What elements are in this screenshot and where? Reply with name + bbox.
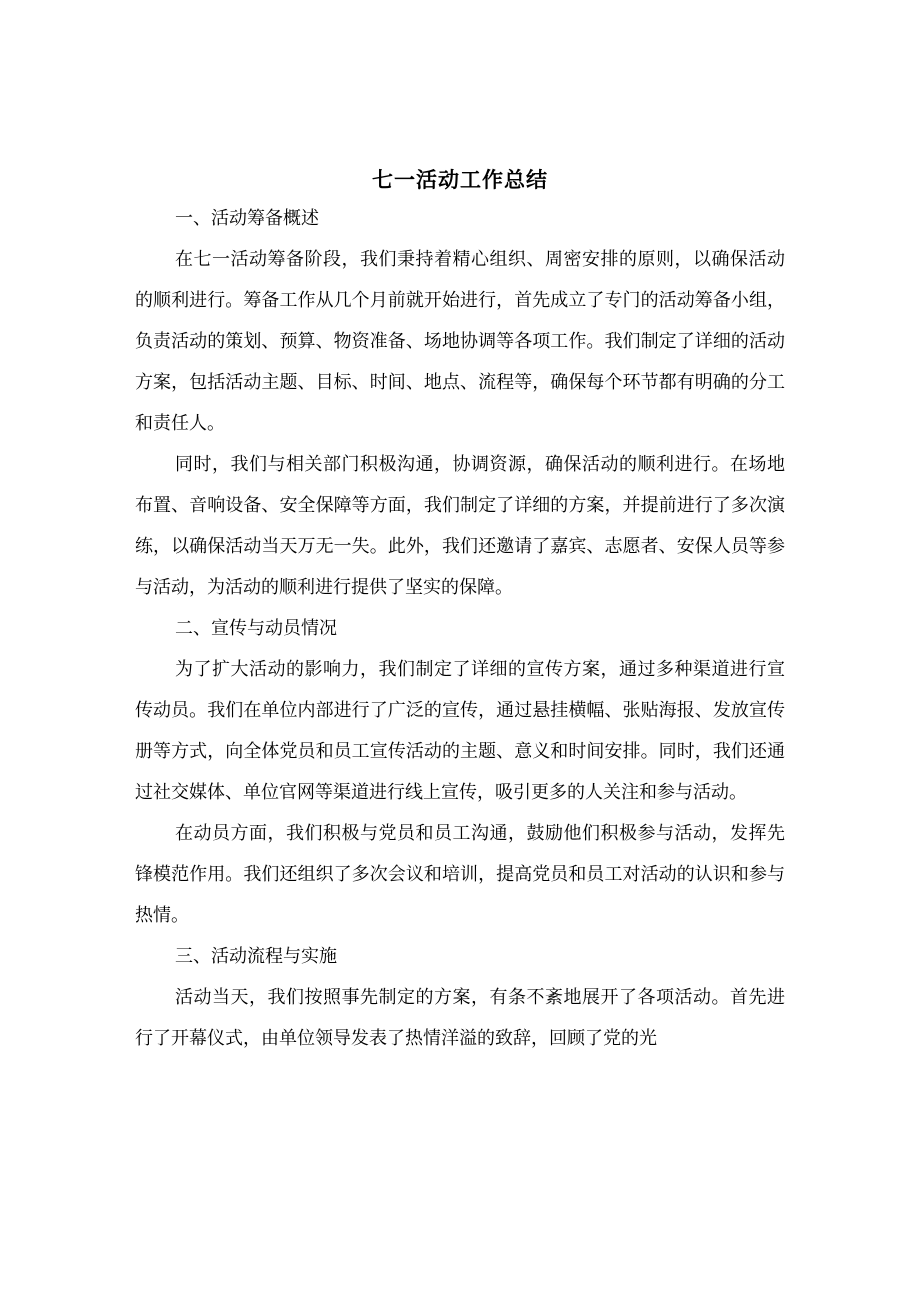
document-body (135, 162, 785, 1059)
section-heading-preparation: 一、活动筹备概述 (175, 208, 319, 229)
paragraph: 为了扩大活动的影响力，我们制定了详细的宣传方案，通过多种渠道进行宣传动员。我们在单位内部进行了广泛的宣传，通过悬挂横幅、张贴海报、发放宣传册等方式，向全体党员和员工宣传活动的主题、意义和时间安排。同时，我们还通过社交媒体、单位官网等渠道进行线上宣传，吸引更多的人关注和参与活动。 (135, 659, 785, 803)
paragraph: 活动当天，我们按照事先制定的方案，有条不紊地展开了各项活动。首先进行了开幕仪式，由单位领导发表了热情洋溢的致辞，回顾了党的光 (135, 987, 785, 1049)
paragraph: 在动员方面，我们积极与党员和员工沟通，鼓励他们积极参与活动，发挥先锋模范作用。我们还组织了多次会议和培训，提高党员和员工对活动的认识和参与热情。 (135, 823, 785, 926)
document-title: 七一活动工作总结 (372, 167, 548, 192)
section-heading-publicity: 二、宣传与动员情况 (175, 618, 337, 639)
paragraph: 在七一活动筹备阶段，我们秉持着精心组织、周密安排的原则，以确保活动的顺利进行。筹备工作从几个月前就开始进行，首先成立了专门的活动筹备小组，负责活动的策划、预算、物资准备、场地协调等各项工作。我们制定了详细的活动方案，包括活动主题、目标、时间、地点、流程等，确保每个环节都有明确的分工和责任人。 (135, 249, 785, 434)
paragraph: 同时，我们与相关部门积极沟通，协调资源，确保活动的顺利进行。在场地布置、音响设备、安全保障等方面，我们制定了详细的方案，并提前进行了多次演练，以确保活动当天万无一失。此外，我们还邀请了嘉宾、志愿者、安保人员等参与活动，为活动的顺利进行提供了坚实的保障。 (135, 454, 785, 598)
section-heading-implementation: 三、活动流程与实施 (175, 946, 337, 967)
